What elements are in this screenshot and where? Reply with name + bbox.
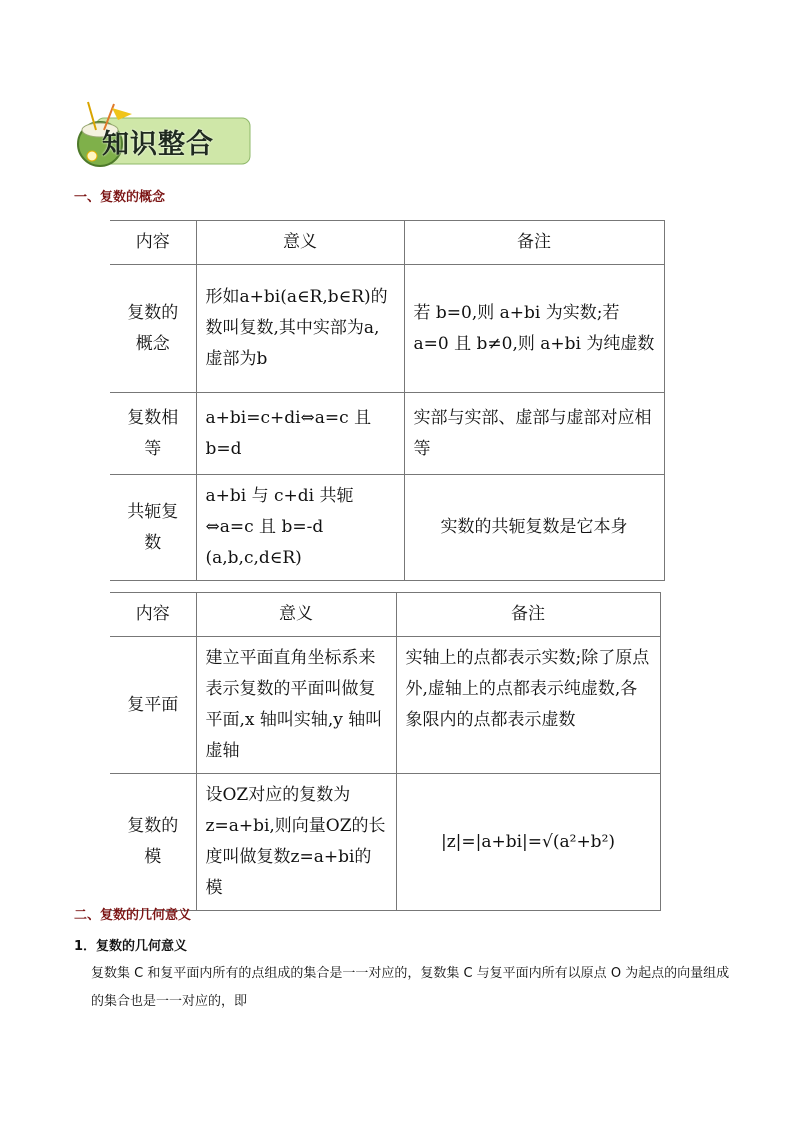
- row-name: 复数的模: [110, 774, 196, 911]
- section1-heading: 一、复数的概念: [74, 190, 166, 205]
- row-meaning: 建立平面直角坐标系来表示复数的平面叫做复平面,x 轴叫实轴,y 轴叫虚轴: [196, 637, 396, 774]
- row-meaning: a+bi=c+di⇔a=c 且 b=d: [196, 393, 404, 475]
- header-content: 内容: [110, 221, 196, 265]
- row-note: 若 b=0,则 a+bi 为实数;若 a=0 且 b≠0,则 a+bi 为纯虚数: [404, 265, 664, 393]
- table-header-row: [110, 221, 664, 265]
- row-meaning: 设OZ对应的复数为z=a+bi,则向量OZ的长度叫做复数z=a+bi的模: [196, 774, 396, 911]
- row-name: 复数的概念: [110, 265, 196, 393]
- row-name: 复平面: [110, 637, 196, 774]
- header-note: 备注: [396, 593, 660, 637]
- table-row: [110, 637, 660, 774]
- row-name: 复数相等: [110, 393, 196, 475]
- header-content: 内容: [110, 593, 196, 637]
- complex-concept-table: [110, 220, 665, 581]
- complex-plane-table: [110, 592, 661, 911]
- subsection-heading: 1．复数的几何意义: [74, 939, 188, 954]
- table-row: [110, 774, 660, 911]
- section2-heading: 二、复数的几何意义: [74, 908, 192, 923]
- table-row: [110, 265, 664, 393]
- row-note: 实部与实部、虚部与虚部对应相等: [404, 393, 664, 475]
- row-name: 共轭复数: [110, 475, 196, 581]
- banner-title: 知识整合: [102, 129, 214, 160]
- header-meaning: 意义: [196, 593, 396, 637]
- row-meaning: 形如a+bi(a∈R,b∈R)的数叫复数,其中实部为a,虚部为b: [196, 265, 404, 393]
- table-row: [110, 393, 664, 475]
- table-row: [110, 475, 664, 581]
- table-header-row: [110, 593, 660, 637]
- row-note: |z|=|a+bi|=√(a²+b²): [396, 774, 660, 911]
- row-meaning: a+bi 与 c+di 共轭 ⇔a=c 且 b=-d (a,b,c,d∈R): [196, 475, 404, 581]
- row-note: 实轴上的点都表示实数;除了原点外,虚轴上的点都表示纯虚数,各象限内的点都表示虚数: [396, 637, 660, 774]
- row-note: 实数的共轭复数是它本身: [404, 475, 664, 581]
- header-meaning: 意义: [196, 221, 404, 265]
- body-paragraph: 复数集 C 和复平面内所有的点组成的集合是一一对应的，复数集 C 与复平面内所有以原点 O 为起点的向量组成的集合也是一一对应的，即: [91, 966, 730, 1009]
- header-note: 备注: [404, 221, 664, 265]
